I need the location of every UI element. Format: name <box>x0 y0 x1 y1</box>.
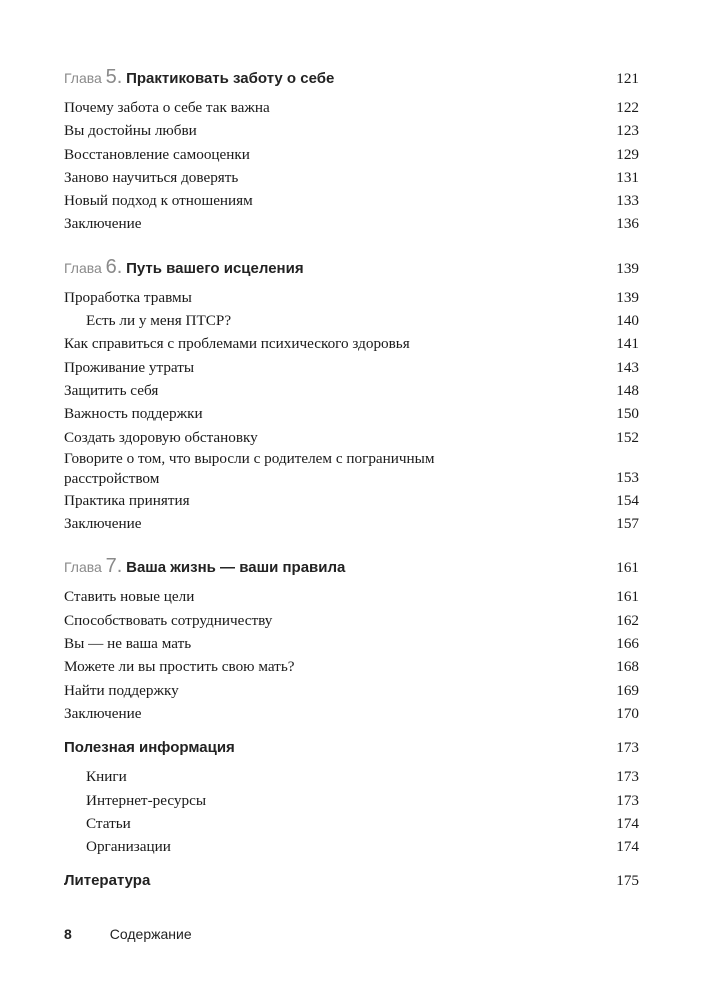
entry-page: 131 <box>616 168 639 186</box>
entry-text: Восстановление самооценки <box>64 145 250 163</box>
entry-text: Вы — не ваша мать <box>64 635 192 653</box>
toc-entry <box>64 189 639 212</box>
toc-entry <box>64 143 639 166</box>
entry-page: 129 <box>616 145 639 163</box>
toc-entry <box>64 655 639 678</box>
entry-text: Новый подход к отношениям <box>64 192 253 210</box>
section-heading-resources <box>64 735 639 761</box>
entry-page: 123 <box>616 122 639 140</box>
entry-text: Проживание утраты <box>64 358 195 376</box>
table-of-contents <box>64 66 639 898</box>
toc-subentry <box>64 309 639 332</box>
entry-text: Книги <box>86 768 127 786</box>
entry-text: Как справиться с проблемами психического здоровья <box>64 335 410 353</box>
chapter-page: 161 <box>616 559 639 577</box>
entry-page: 173 <box>616 791 639 809</box>
toc-subentry <box>64 789 639 812</box>
section-page: 175 <box>616 872 639 890</box>
entry-text: Защитить себя <box>64 381 159 399</box>
section-heading-literature <box>64 868 639 894</box>
entry-text: Почему забота о себе так важна <box>64 99 270 116</box>
entry-text: Найти поддержку <box>64 681 179 699</box>
chapter-number: 5. <box>105 66 123 88</box>
entry-text: Проработка травмы <box>64 288 192 306</box>
chapter-title: Ваша жизнь — ваши правила <box>126 559 346 577</box>
chapter-label: Глава <box>64 559 102 576</box>
chapter-number: 7. <box>105 555 123 578</box>
toc-subentry <box>64 812 639 835</box>
entry-page: 161 <box>616 588 639 606</box>
entry-text: Заключение <box>64 704 142 722</box>
entry-page: 154 <box>616 491 639 509</box>
entry-page: 133 <box>616 192 639 210</box>
toc-entry <box>64 286 639 309</box>
toc-entry <box>64 96 639 119</box>
entry-page: 139 <box>616 288 639 306</box>
chapter-label: Глава <box>64 70 102 86</box>
entry-text: Организации <box>86 838 171 856</box>
entry-page: 140 <box>616 312 639 330</box>
entry-page: 170 <box>616 704 639 722</box>
entry-text: Заново научиться доверять <box>64 168 239 186</box>
toc-entry <box>64 402 639 425</box>
toc-entry <box>64 119 639 142</box>
chapter-heading <box>64 555 639 581</box>
toc-entry <box>64 512 639 535</box>
toc-entry <box>64 679 639 702</box>
chapter-title: Путь вашего исцеления <box>126 259 304 277</box>
entry-text: Интернет-ресурсы <box>86 791 207 809</box>
entry-text: Говорите о том, что выросли с родителем с пограничным расстройством <box>64 449 435 487</box>
toc-entry <box>64 212 639 235</box>
toc-entry <box>64 632 639 655</box>
toc-entry <box>64 379 639 402</box>
entry-page: 122 <box>616 99 639 116</box>
toc-entry <box>64 489 639 512</box>
toc-entry <box>64 166 639 189</box>
entry-page: 150 <box>616 405 639 423</box>
chapter-heading <box>64 256 639 282</box>
toc-entry <box>64 332 639 355</box>
entry-page: 143 <box>616 358 639 376</box>
entry-text: Вы достойны любви <box>64 122 197 140</box>
chapter-label: Глава <box>64 259 102 276</box>
chapter-page: 139 <box>616 259 639 277</box>
entry-text: Способствовать сотрудничеству <box>64 611 273 629</box>
toc-entry <box>64 609 639 632</box>
entry-text: Есть ли у меня ПТСР? <box>86 312 232 330</box>
entry-text: Ставить новые цели <box>64 588 195 606</box>
chapter-page: 121 <box>616 70 639 87</box>
entry-page: 162 <box>616 611 639 629</box>
entry-text: Можете ли вы простить свою мать? <box>64 658 295 676</box>
toc-subentry <box>64 765 639 788</box>
entry-text: Практика принятия <box>64 491 190 509</box>
entry-page: 173 <box>616 768 639 786</box>
entry-text: Статьи <box>86 814 131 832</box>
running-header: Содержание <box>109 926 192 942</box>
toc-entry <box>64 449 639 489</box>
toc-entry <box>64 585 639 608</box>
page-number: 8 <box>64 926 72 942</box>
toc-entry <box>64 702 639 725</box>
entry-page: 148 <box>616 381 639 399</box>
section-title: Литература <box>64 872 151 890</box>
entry-page: 157 <box>616 515 639 533</box>
entry-page: 136 <box>616 215 639 233</box>
entry-text: Важность поддержки <box>64 405 203 423</box>
entry-page: 174 <box>616 838 639 856</box>
toc-subentry <box>64 835 639 858</box>
entry-page: 141 <box>616 335 639 353</box>
entry-page: 152 <box>616 428 639 446</box>
entry-text: Заключение <box>64 215 142 233</box>
entry-text: Заключение <box>64 515 142 533</box>
toc-entry <box>64 356 639 379</box>
section-page: 173 <box>616 739 639 757</box>
entry-page: 166 <box>616 635 639 653</box>
page-footer <box>64 926 192 942</box>
entry-page: 168 <box>616 658 639 676</box>
chapter-number: 6. <box>105 255 123 278</box>
chapter-heading <box>64 66 639 92</box>
entry-page: 153 <box>616 468 639 486</box>
entry-page: 169 <box>616 681 639 699</box>
entry-page: 174 <box>616 814 639 832</box>
chapter-title: Практиковать заботу о себе <box>126 70 335 87</box>
entry-text: Создать здоровую обстановку <box>64 428 258 446</box>
section-title: Полезная информация <box>64 739 235 757</box>
toc-entry <box>64 426 639 449</box>
